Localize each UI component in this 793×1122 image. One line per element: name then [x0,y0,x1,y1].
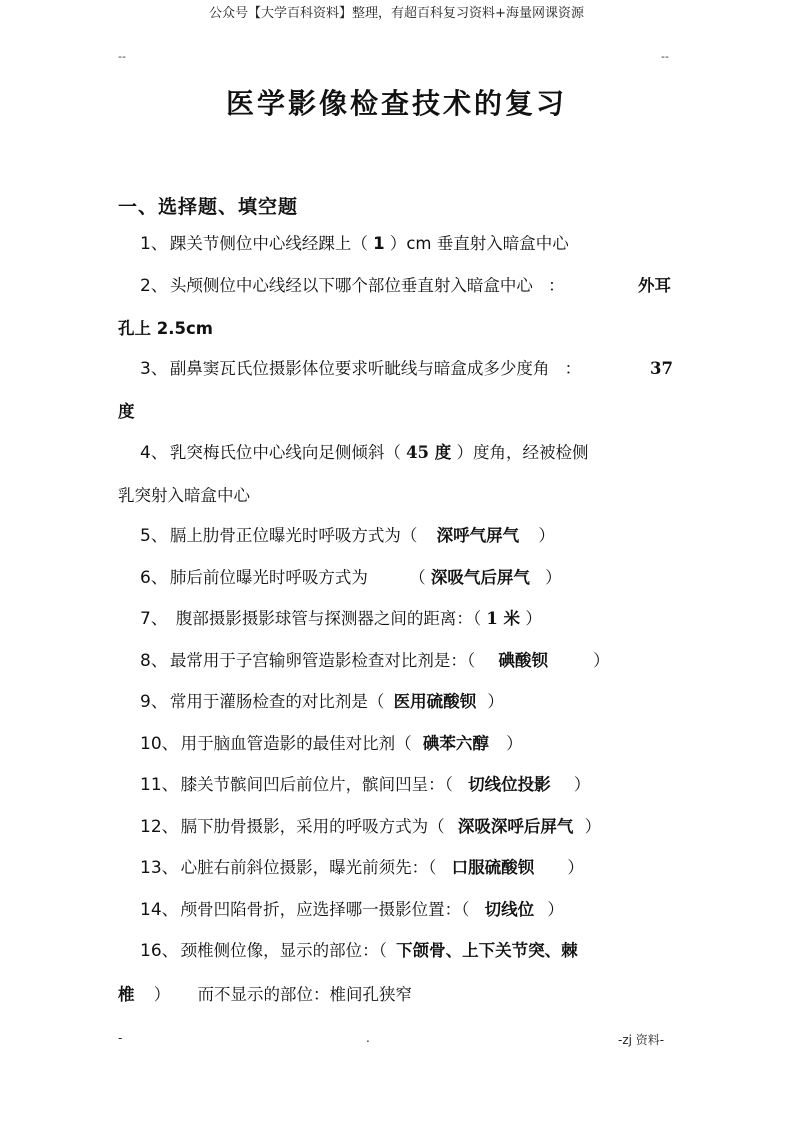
question-number: 10、 [140,734,179,754]
answer-value: 深吸深呼后屏气 [457,817,574,836]
question-number: 7、 [140,609,168,629]
question-text: 膈上肋骨正位曝光时呼吸方式为（ [169,526,418,545]
answer-part-2: 椎 [118,985,135,1004]
question-1 [140,231,569,257]
question-13 [140,855,584,881]
corner-mark-left: -- [118,50,126,63]
question-text: 膝关节髌间凹后前位片，髌间凹呈：（ [180,775,453,794]
question-tail: ） [525,609,542,628]
question-open-paren: （ [409,568,426,587]
question-tail: ） [538,526,555,545]
question-16 [140,938,578,964]
question-7 [140,606,542,632]
answer-value: 碘酸钡 [498,651,548,670]
answer-value: 口服硫酸钡 [451,858,535,877]
question-tail: ） [487,692,504,711]
answer-part-1: 下颌骨、上下关节突、棘 [396,941,578,960]
question-11 [140,772,590,798]
question-text: 副鼻窦瓦氏位摄影体位要求听眦线与暗盒成多少度角 [169,359,550,378]
question-text: 腹部摄影摄影球管与探测器之间的距离：（ [175,609,482,628]
question-separator: ： [548,276,565,295]
question-number: 13、 [140,858,179,878]
answer-value: 切线位 [484,900,535,919]
question-text: 常用于灌肠检查的对比剂是（ [169,692,385,711]
answer-part-2: 孔上 2.5cm [118,319,213,338]
question-5 [140,523,555,549]
question-tail: 而不显示的部位：椎间孔狭窄 [197,985,412,1004]
answer-value: 深呼气屏气 [436,526,520,545]
question-text: 头颅侧位中心线经以下哪个部位垂直射入暗盒中心 [169,276,533,295]
question-separator: ： [564,359,582,378]
question-4 [140,440,589,466]
question-text: 心脏右前斜位摄影，曝光前须先：（ [180,858,437,877]
question-number: 1、 [140,234,168,254]
answer-part-1: 37 [650,359,673,378]
answer-value: 医用硫酸钡 [393,692,477,711]
question-tail: ） [506,734,523,753]
answer-value: 45 度 [406,443,452,462]
question-text: 肺后前位曝光时呼吸方式为 [169,568,368,587]
footer-center: . [366,1031,370,1045]
question-12 [140,814,601,840]
question-3 [140,356,581,382]
question-text: 乳突梅氏位中心线向足侧倾斜（ [169,443,401,462]
question-9 [140,689,504,715]
question-number: 12、 [140,817,179,837]
question-number: 4、 [140,443,168,463]
question-10 [140,731,523,757]
question-tail: ） [584,817,602,836]
question-tail: ） [593,651,610,670]
question-number: 8、 [140,651,168,671]
question-number: 14、 [140,900,179,920]
section-heading: 一、选择题、填空题 [118,196,299,218]
answer-value: 切线位投影 [468,775,551,794]
answer-part-2: 度 [118,402,135,421]
question-number: 2、 [140,276,168,296]
question-tail: ） [547,900,564,919]
question-text: 膈下肋骨摄影，采用的呼吸方式为（ [180,817,445,836]
question-close-paren: ） [153,985,171,1004]
answer-part-1: 外耳 [638,276,671,295]
question-4-continuation: 乳突射入暗盒中心 [118,486,250,505]
question-8 [140,648,610,674]
question-2-continuation [118,316,213,342]
question-tail: ） [573,775,591,794]
question-16-continuation [118,982,412,1008]
question-tail: ）cm 垂直射入暗盒中心 [389,234,569,253]
question-tail: ）度角，经被检侧 [456,443,589,462]
question-number: 5、 [140,526,168,546]
corner-mark-right: -- [661,50,669,63]
question-tail: ） [567,858,584,877]
question-text: 用于脑血管造影的最佳对比剂（ [180,734,412,753]
question-text: 最常用于子宫输卵管造影检查对比剂是：（ [169,651,476,670]
question-tail: ） [545,568,562,587]
question-text: 颈椎侧位像，显示的部位：（ [180,941,387,960]
question-2 [140,273,565,299]
question-14 [140,897,564,923]
document-title: 医学影像检查技术的复习 [225,87,567,120]
question-6 [140,565,562,591]
footer-right: -zj 资料- [618,1033,665,1047]
question-number: 11、 [140,775,179,795]
question-number: 3、 [140,359,168,379]
answer-value: 碘苯六醇 [422,734,489,753]
question-text: 踝关节侧位中心线经踝上（ [169,234,368,253]
footer-left: - [118,1031,123,1045]
question-text: 颅骨凹陷骨折，应选择哪一摄影位置：（ [180,900,470,919]
question-number: 16、 [140,941,179,961]
answer-value: 1 [373,234,385,253]
question-number: 6、 [140,568,168,588]
answer-value: 1 米 [486,609,521,628]
question-3-continuation [118,399,135,425]
answer-value: 深吸气后屏气 [430,568,530,587]
header-note: 公众号【大学百科资料】整理，有超百科复习资料+海量网课资源 [209,6,584,21]
question-number: 9、 [140,692,168,712]
